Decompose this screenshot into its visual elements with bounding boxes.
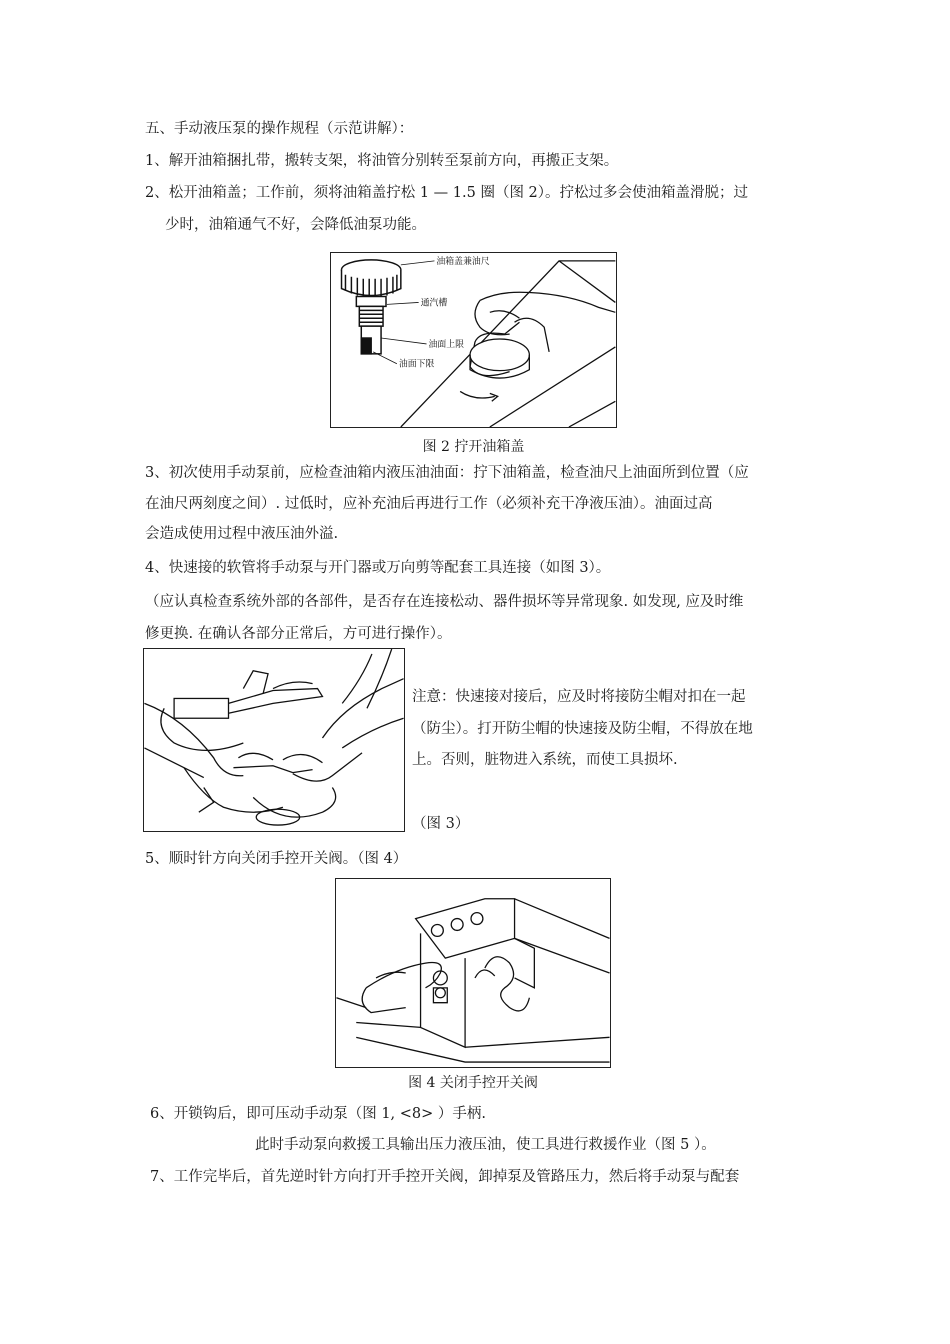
section-title: 五、手动液压泵的操作规程（示范讲解）： [145,121,414,137]
fig2-label-upper: 油面上限 [428,339,465,350]
figure-4-illustration [335,878,611,1068]
step-4-line-3: 修更换. 在确认各部分正常后，方可进行操作）。 [145,626,452,642]
step-2-line-2: 少时，油箱通气不好，会降低油泵功能。 [165,217,426,233]
figure-2-drawing [331,253,616,427]
figure-2-illustration [330,252,617,428]
fig2-label-vent: 通汽槽 [420,298,448,309]
fig2-label-lower: 油面下限 [398,359,435,370]
note-line-2: （防尘）。打开防尘帽的快速接及防尘帽，不得放在地 [412,721,753,737]
step-4-line-2: （应认真检查系统外部的各部件，是否存在连接松动、器件损坏等异常现象. 如发现, 应及时维 [145,594,744,610]
figure-4-caption: 图 4 关闭手控开关阀 [408,1075,538,1091]
figure-4-drawing [336,879,610,1067]
step-2-line-1: 2、松开油箱盖；工作前，须将油箱盖拧松 1 — 1.5 圈（图 2）。拧松过多会使油箱盖滑脱；过 [145,185,749,201]
figure-3-illustration [143,648,405,832]
figure-3-drawing [144,649,404,831]
figure-3-caption: （图 3） [412,816,470,832]
note-line-1: 注意：快速接对接后，应及时将接防尘帽对扣在一起 [412,689,746,705]
step-1: 1、解开油箱捆扎带，搬转支架，将油管分别转至泵前方向，再搬正支架。 [145,153,619,169]
figure-2-caption: 图 2 拧开油箱盖 [422,439,525,455]
step-6: 6、开锁钩后，即可压动手动泵（图 1, <8> ）手柄. [150,1106,487,1122]
step-3-line-3: 会造成使用过程中液压油外溢. [145,526,339,542]
step-7: 7、工作完毕后，首先逆时针方向打开手控开关阀，卸掉泵及管路压力，然后将手动泵与配套 [150,1169,740,1185]
step-5: 5、顺时针方向关闭手控开关阀。（图 4） [145,851,408,867]
step-3-line-1: 3、初次使用手动泵前，应检查油箱内液压油油面：拧下油箱盖，检查油尺上油面所到位置（应 [145,465,749,481]
fig2-label-dipstick: 油箱盖兼油尺 [436,256,490,267]
note-line-3: 上。否则，脏物进入系统，而使工具损坏. [412,752,678,768]
step-4-line-1: 4、快速接的软管将手动泵与开门器或万向剪等配套工具连接（如图 3）。 [145,560,611,576]
step-3-line-2: 在油尺两刻度之间）. 过低时，应补充油后再进行工作（必须补充干净液压油）。油面过高 [145,496,713,512]
step-6-line-2: 此时手动泵向救援工具输出压力液压油，使工具进行救援作业（图 5 ）。 [255,1137,716,1153]
